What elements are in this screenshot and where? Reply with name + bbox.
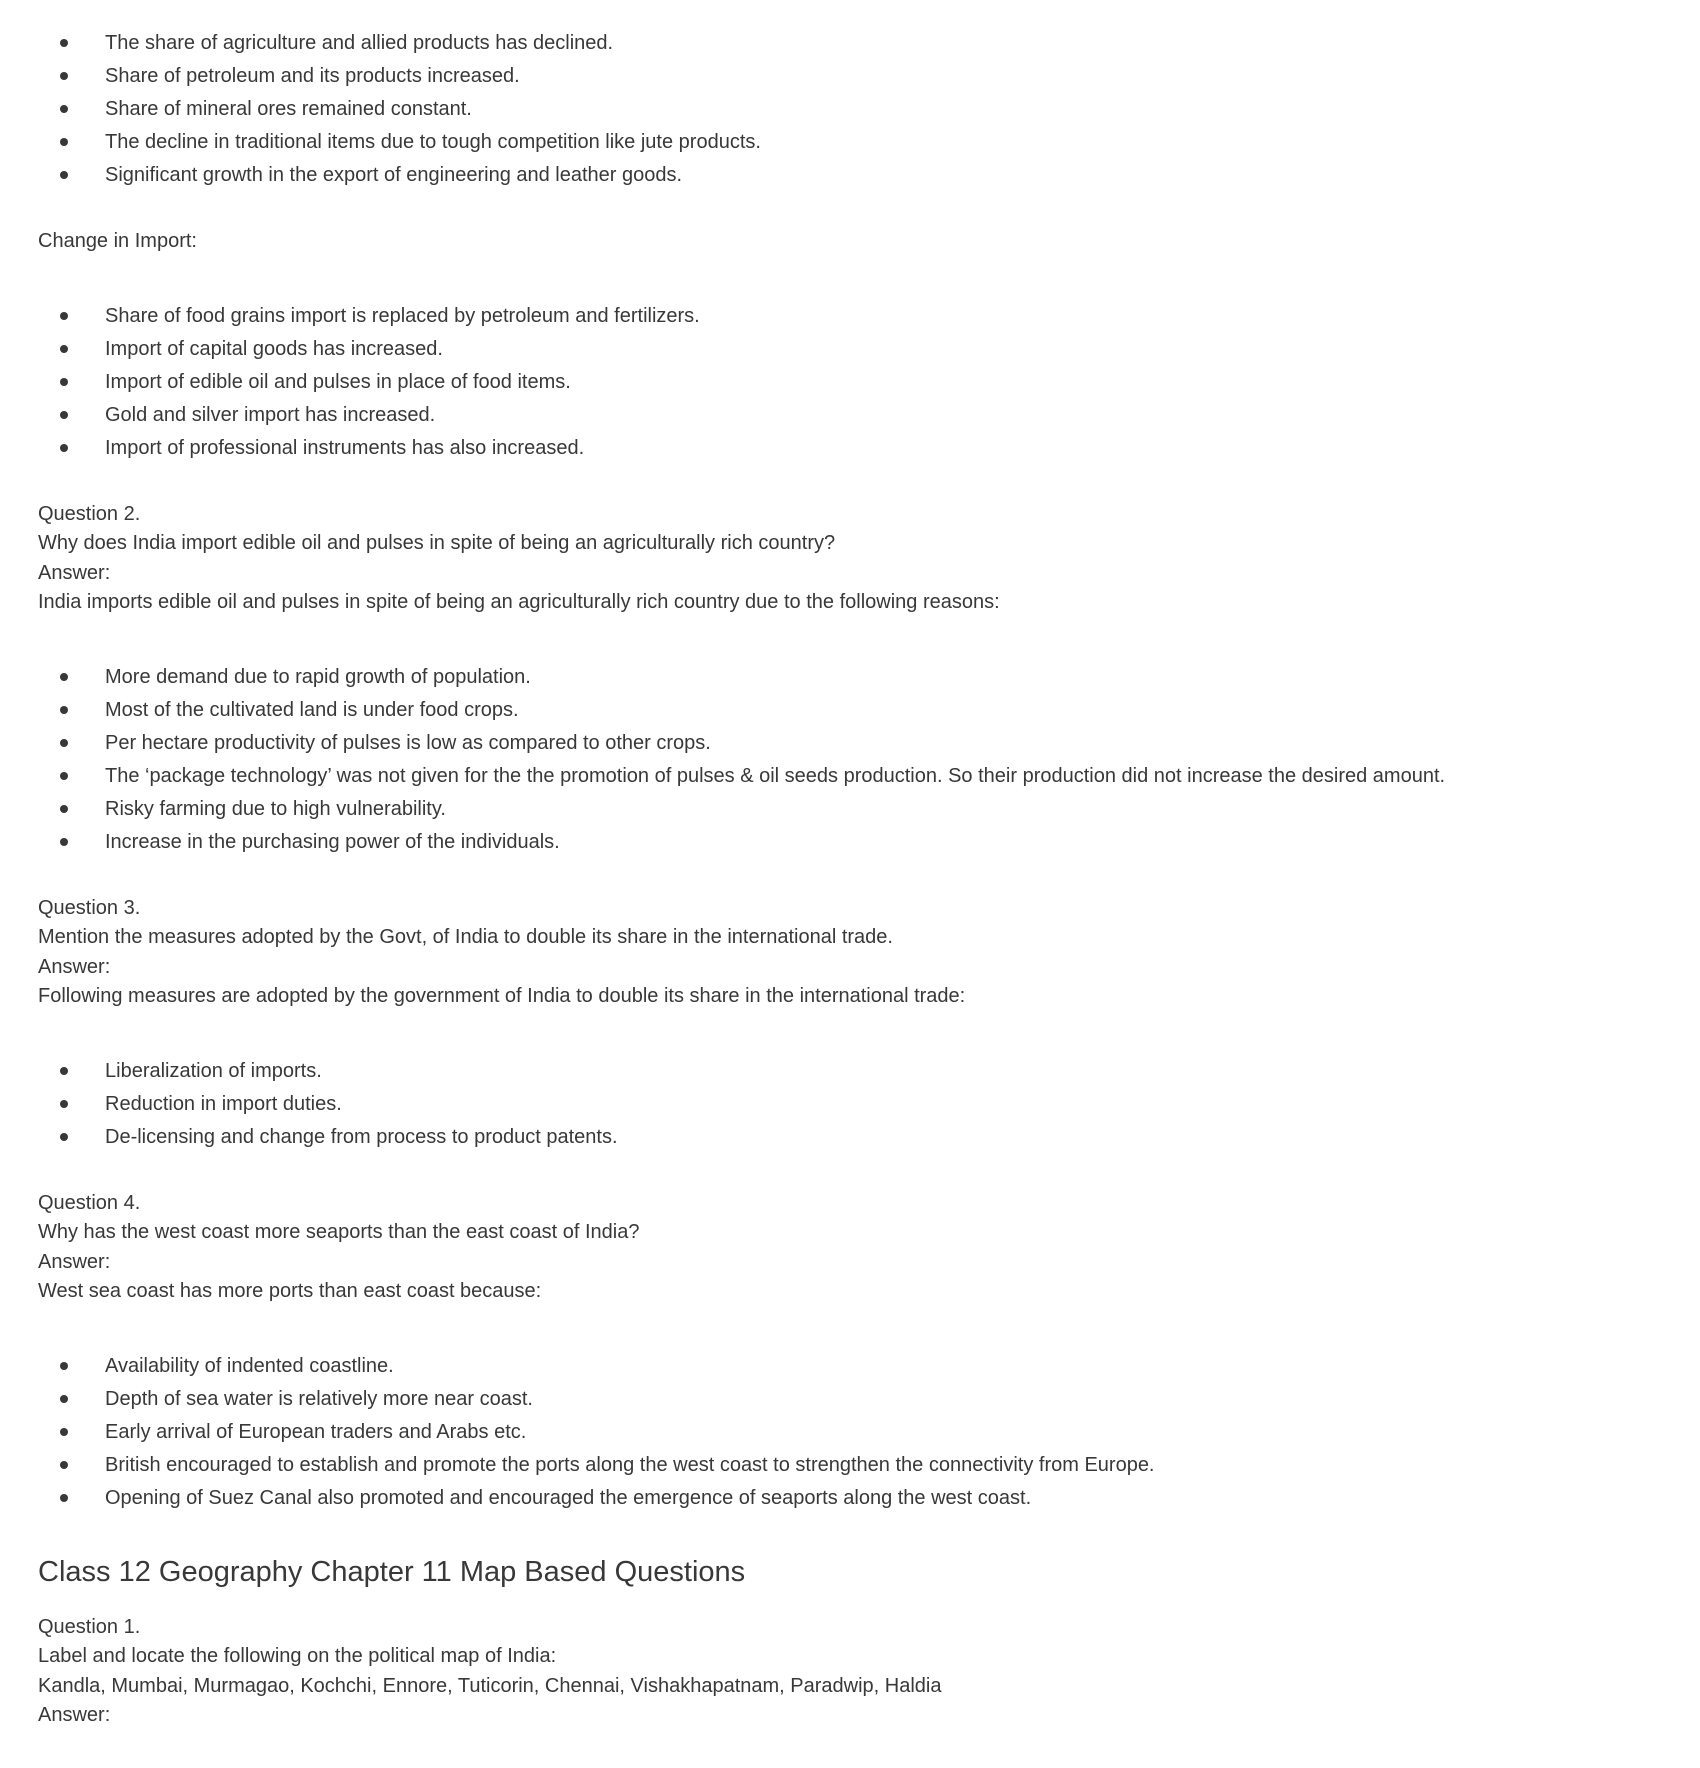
question-label: Question 1. (38, 1615, 141, 1638)
list-item: Reduction in import duties. (105, 1089, 1664, 1119)
question-text: Why has the west coast more seaports than the east coast of India? (38, 1221, 640, 1243)
question-2-block (38, 500, 1664, 618)
list-item: Liberalization of imports. (105, 1056, 1664, 1086)
question-label: Question 4. (38, 1191, 141, 1214)
list-item: Depth of sea water is relatively more near coast. (105, 1384, 1664, 1414)
question-3-measures-list (38, 1056, 1664, 1152)
list-item: Opening of Suez Canal also promoted and encouraged the emergence of seaports along the west coast. (105, 1483, 1664, 1513)
list-item: Risky farming due to high vulnerability. (105, 794, 1664, 824)
question-label: Question 3. (38, 896, 141, 919)
list-item: Share of food grains import is replaced by petroleum and fertilizers. (105, 301, 1664, 331)
list-item: Early arrival of European traders and Arabs etc. (105, 1417, 1664, 1447)
question-label: Question 2. (38, 502, 141, 525)
list-item: Import of edible oil and pulses in place of food items. (105, 367, 1664, 397)
answer-intro: Following measures are adopted by the government of India to double its share in the international trade: (38, 985, 966, 1007)
question-3-block (38, 894, 1664, 1012)
question-text: Mention the measures adopted by the Govt, of India to double its share in the international trade. (38, 926, 893, 948)
list-item: Share of mineral ores remained constant. (105, 94, 1664, 124)
document-page (38, 28, 1664, 1731)
list-item: The decline in traditional items due to tough competition like jute products. (105, 127, 1664, 157)
map-question-1-block (38, 1613, 1664, 1731)
question-4-reasons-list (38, 1351, 1664, 1513)
list-item: Significant growth in the export of engineering and leather goods. (105, 160, 1664, 190)
answer-label: Answer: (38, 955, 111, 978)
list-item: De-licensing and change from process to product patents. (105, 1122, 1664, 1152)
import-section-heading: Change in Import: (38, 230, 197, 252)
list-item: Gold and silver import has increased. (105, 400, 1664, 430)
list-item: British encouraged to establish and promote the ports along the west coast to strengthen the connectivity from Europe. (105, 1450, 1664, 1480)
list-item: More demand due to rapid growth of population. (105, 662, 1664, 692)
answer-label: Answer: (38, 1250, 111, 1273)
question-2-reasons-list (38, 662, 1664, 857)
answer-label: Answer: (38, 1704, 111, 1726)
list-item: Import of capital goods has increased. (105, 334, 1664, 364)
import-changes-list (38, 301, 1664, 463)
list-item: Most of the cultivated land is under food crops. (105, 695, 1664, 725)
list-item: Availability of indented coastline. (105, 1351, 1664, 1381)
list-item: Import of professional instruments has also increased. (105, 433, 1664, 463)
map-based-questions-heading: Class 12 Geography Chapter 11 Map Based Questions (38, 1555, 746, 1588)
export-changes-list (38, 28, 1664, 190)
list-item: Share of petroleum and its products increased. (105, 61, 1664, 91)
list-item: The ‘package technology’ was not given for the the promotion of pulses & oil seeds production. So their production did not increase the desired amount. (105, 761, 1664, 791)
places-list-text: Kandla, Mumbai, Murmagao, Kochchi, Ennore, Tuticorin, Chennai, Vishakhapatnam, Paradwip, Haldia (38, 1674, 942, 1697)
question-text: Why does India import edible oil and pulses in spite of being an agriculturally rich country? (38, 532, 836, 554)
answer-intro: India imports edible oil and pulses in spite of being an agriculturally rich country due to the following reasons: (38, 591, 1000, 613)
answer-label: Answer: (38, 561, 111, 584)
answer-intro: West sea coast has more ports than east coast because: (38, 1280, 542, 1302)
list-item: Per hectare productivity of pulses is low as compared to other crops. (105, 728, 1664, 758)
list-item: The share of agriculture and allied products has declined. (105, 28, 1664, 58)
question-text: Label and locate the following on the political map of India: (38, 1645, 557, 1667)
list-item: Increase in the purchasing power of the individuals. (105, 827, 1664, 857)
question-4-block (38, 1189, 1664, 1307)
